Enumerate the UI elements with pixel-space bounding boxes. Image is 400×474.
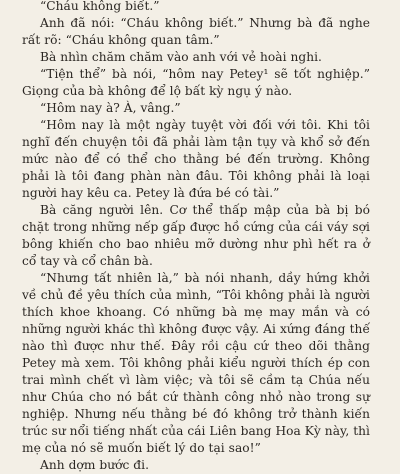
paragraph-2: Anh đã nói: “Cháu không biết.” Nhưng bà đã nghe rất rõ: “Cháu không quan tâm.” bbox=[22, 16, 370, 47]
paragraph-3: Bà nhìn chăm chăm vào anh với vẻ hoài nghi. bbox=[40, 50, 322, 64]
paragraph-8: “Nhưng tất nhiên là,” bà nói nhanh, dầy hứng khởi về chủ đề yêu thích của mình, “Tôi không phải là người thích khoe khoang. Có những bà mẹ may mắn và có những người khác thì không được vậy. Ai xứng đáng thế nào thì được như thế. Đây rồi cậu cứ theo dõi thằng Petey mà xem. Tôi không phải kiểu người thích ép con trai mình chết vì làm việc; và tôi sẽ cầm tạ Chúa nếu như Chúa cho nó bắt cứ thành công nhỏ nào trong sự nghiệp. Nhưng nếu thằng bé đó không trở thành kiến trúc sư nổi tiếng nhất của cái Liên bang Hoa Kỳ này, thì mẹ của nó sẽ muốn biết lý do tại sao!” bbox=[22, 271, 370, 455]
paragraph-6: “Hôm nay là một ngày tuyệt vời đối với tôi. Khi tôi nghĩ đến chuyện tôi đã phải làm tận tụy và khổ sở đến mức nào để có thể cho thằng bé đến trường. Không phải là tôi đang phàn nàn đâu. Tôi không phải là loại người hay kêu ca. Petey là đứa bé có tài.” bbox=[22, 118, 370, 200]
paragraph-9: Anh dợm bước đi. bbox=[40, 458, 150, 472]
paragraph-1: “Cháu không biết.” bbox=[40, 0, 160, 13]
paragraph-7: Bà căng người lên. Cơ thể thấp mập của bà bị bó chặt trong những nếp gấp được hồ cứng của cái váy sợi bông khiến cho bao nhiêu mỡ dường như phì hết ra ở cổ tay và cổ chân bà. bbox=[22, 203, 370, 268]
page-text bbox=[22, 0, 370, 474]
paragraph-4: “Tiện thể” bà nói, “hôm nay Petey¹ sẽ tốt nghiệp.” Giọng của bà không để lộ bất kỳ ngụ ý nào. bbox=[22, 67, 370, 98]
paragraph-5: “Hôm nay à? À, vâng.” bbox=[40, 101, 181, 115]
